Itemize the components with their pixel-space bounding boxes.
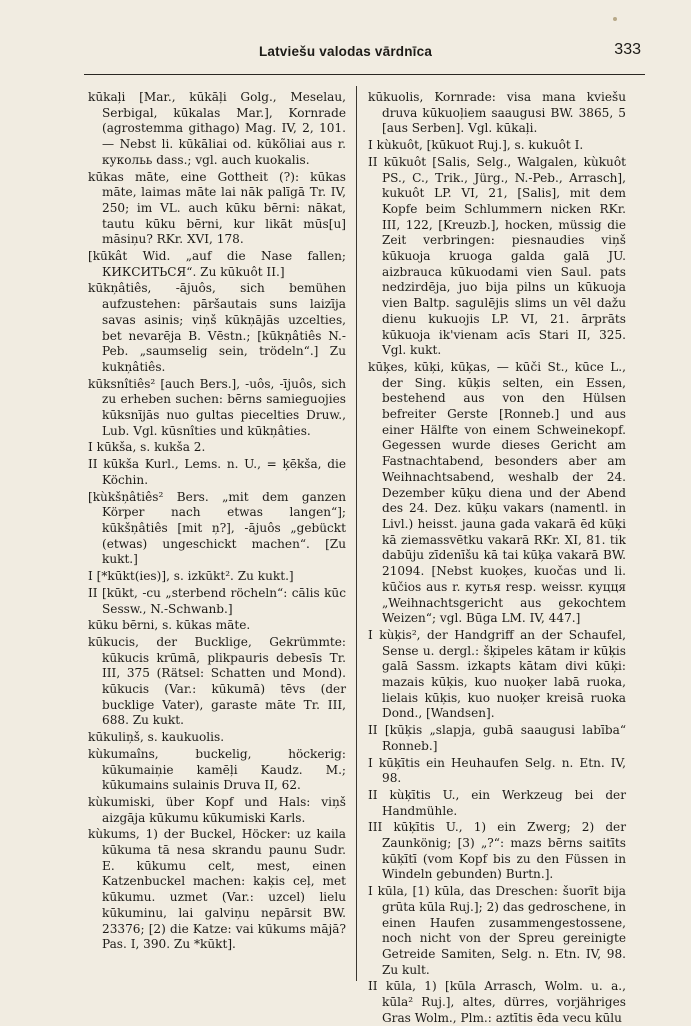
dictionary-entry: kùkums, 1) der Buckel, Höcker: uz kaila kūkuma tā nesa skrandu paunu Sudr. E. kūkumu celt, mest, einen Katzenbuckel machen: kaķis ceļ, met kūkumu. uzmet (Var.: uzcel) lielu kūkuminu, lai galviņu nepārsit BW. 23376; [2) die Katze: vai kūkums mājā? Pas. I, 390. Zu *kūkt].	[88, 827, 346, 952]
dictionary-entry: II kūla, 1) [kūla Arrasch, Wolm. u. a., kūla² Ruj.], altes, dürres, vorjähriges Gras Wolm., Plm.: aztītis ēda vecu kūlu	[368, 979, 626, 1025]
left-column	[88, 90, 346, 990]
dictionary-entry: kūkuliņš, s. kaukuolis.	[88, 730, 225, 745]
dictionary-entry: kùkumiski, über Kopf und Hals: viņš aizgāja kūkumu kūkumiski Karls.	[88, 794, 346, 825]
dictionary-entry: kūkucis, der Bucklige, Gekrümmte: kūkucis krūmā, plikpauris debesīs Tr. III, 375 (Rätsel: Schatten und Mond). kūkucis (Var.: kūkumā) tēvs (der bucklige Vater), garaste māte Tr. III, 688. Zu kukt.	[88, 634, 346, 728]
page-number: 333	[614, 41, 641, 58]
dictionary-entry: I kūla, [1) kūla, das Dreschen: šuorīt bija grūta kūla Ruj.]; 2) das gedroschene, in einen Haufen zusammengestossene, noch nicht von der Spreu gereinigte Getreide Samiten, Selg. n. Etn. IV, 98. Zu kult.	[368, 884, 626, 977]
dictionary-entry: kūku bērni, s. kūkas māte.	[88, 618, 251, 633]
dictionary-entry: [kùkšņâtiês² Bers. „mit dem ganzen Körper nach etwas langen“]; kūkšņâtiês [mit ņ?], -ājuôs „gebückt (etwas) ungeschickt machen“. [Zu kukt.]	[88, 489, 346, 567]
dictionary-entry: II kùķītis U., ein Werkzeug bei der Handmühle.	[368, 787, 626, 818]
dictionary-entry: kūkaļi [Mar., kūkāļi Golg., Meselau, Serbigal, kūkalas Mar.], Kornrade (agrostemma githago) Mag. IV, 2, 101. — Nebst li. kūkāliai od. kūkõliai aus r. кукольь dass.; vgl. auch kuokalis.	[88, 90, 346, 167]
header-rule	[84, 74, 645, 75]
dictionary-entry: III kūķītis U., 1) ein Zwerg; 2) der Zaunkönig; [3) „?“: mazs bērns saitīts kūķītī (vom Kopf bis zu den Füssen in Windeln gebunden) Burtn.].	[368, 820, 626, 882]
print-smudge	[613, 17, 617, 21]
dictionary-entry: I [*kūkt(ies)], s. izkūkt². Zu kukt.]	[88, 569, 294, 584]
dictionary-entry: II [kūķis „slapja, gubā saaugusi labība“ Ronneb.]	[368, 723, 626, 753]
dictionary-entry: I kùkuôt, [kūkuot Ruj.], s. kukuôt I.	[368, 138, 584, 153]
dictionary-entry: kūksnîtiês² [auch Bers.], -uôs, -ījuôs, sich zu erheben suchen: bērns samieguojies kūksnījās nuo gultas piecelties Druw., Lub. Vgl. kūsnîties und kūkņâties.	[88, 376, 346, 438]
dictionary-entry: I kūķītis ein Heuhaufen Selg. n. Etn. IV, 98.	[368, 755, 626, 786]
running-title: Latviešu valodas vārdnīca	[258, 44, 433, 59]
dictionary-entry: I kùķis², der Handgriff an der Schaufel, Sense u. dergl.: šķipeles kātam ir kūķis galā Sassm. izkapts kātam divi kūķi: mazais kūķis, kuo nuoķer labā ruoka, lielais kūķis, kuo nuoķer kreisā ruoka Dond., [Wandsen].	[368, 627, 626, 721]
column-divider	[356, 86, 357, 981]
dictionary-entry: kūkuolis, Kornrade: visa mana kviešu druva kūkuoļiem saaugusi BW. 3865, 5 [aus Serben]. Vgl. kūkaļi.	[368, 90, 626, 136]
right-column	[368, 90, 626, 1025]
dictionary-entry: kūkņâtiês, -ājuôs, sich bemühen aufzustehen: pāršautais suns laizīja savas asinis; viņš kūkņājās uzcelties, bet nevarēja B. Vēstn.; [kūkņâtiês N.-Peb. „saumselig sein, trödeln“.] Zu kukņâtiês.	[88, 281, 346, 374]
dictionary-entry: [kūkât Wid. „auf die Nase fallen; КИКСИТЬСЯ“. Zu kūkuôt II.]	[88, 249, 346, 279]
page-header	[0, 41, 691, 68]
dictionary-entry: I kūkša, s. kukša 2.	[88, 440, 206, 455]
dictionary-entry: II kūkša Kurl., Lems. n. U., = ķēkša, die Köchin.	[88, 457, 346, 487]
dictionary-entry: II kūkuôt [Salis, Selg., Walgalen, kùkuôt PS., C., Trik., Jürg., N.-Peb., Arrasch], kukuôt LP. VI, 21, [Salis], mit dem Kopfe beim Schlummern nicken RKr. III, 122, [Kreuzb.], hocken, müssig die Zeit verbringen: piesnaudies viņš kūkuoja kruoga galda galā JU. aizbrauca kūkuodami vien Saul. pats nedzirdēja, juo bija pilns un kūkuoja vien Baltp. sagulējis slims un vēl dažu dienu kukuojis LP. VI, 21. ārprāts kūkuoja ik'vienam acīs Stari II, 325. Vgl. kukt.	[368, 154, 626, 358]
dictionary-entry: kūkas māte, eine Gottheit (?): kūkas māte, laimas māte lai nāk palīgā Tr. IV, 250; im VL. auch kūku bērni: nākat, tautu kūku bērni, kur likāt mūs[u] māsiņu? RKr. XVI, 178.	[88, 169, 346, 247]
dictionary-entry: kūķes, kūķi, kūķas, — kūči St., kūce L., der Sing. kūķis selten, ein Essen, bestehend aus von den Hülsen befreiter Gerste [Ronneb.] und aus einer Hälfte von einem Schweinekopf. Gegessen wurde dieses Gericht am Fastnachtabend, besonders aber am Weihnachtsabend, weshalb der 24. Dezember kūķu diena und der Abend des 24. Dez. kūķu vakars (namentl. in Livl.) heisst. jauna gada vakarā ēd kūķi kā ziemassvētku vakarā RKr. XI, 81. tik dabūju zīdenīšu kā tai kūķa vakarā BW. 21094. [Nebst kuoķes, kuočas und li. kūčios aus r. кутья resp. weissr. куцця „Weihnachtsgericht aus gekochtem Weizen“; vgl. Būga LM. IV, 447.]	[368, 359, 626, 626]
dictionary-entry: kùkumaîns, buckelig, höckerig: kūkumaiņie kamēļi Kaudz. M.; kūkumains sulainis Druva II, 62.	[88, 746, 346, 793]
dictionary-entry: II [kūkt, -cu „sterbend röcheln“: cālis kūc Sessw., N.-Schwanb.]	[88, 585, 346, 616]
